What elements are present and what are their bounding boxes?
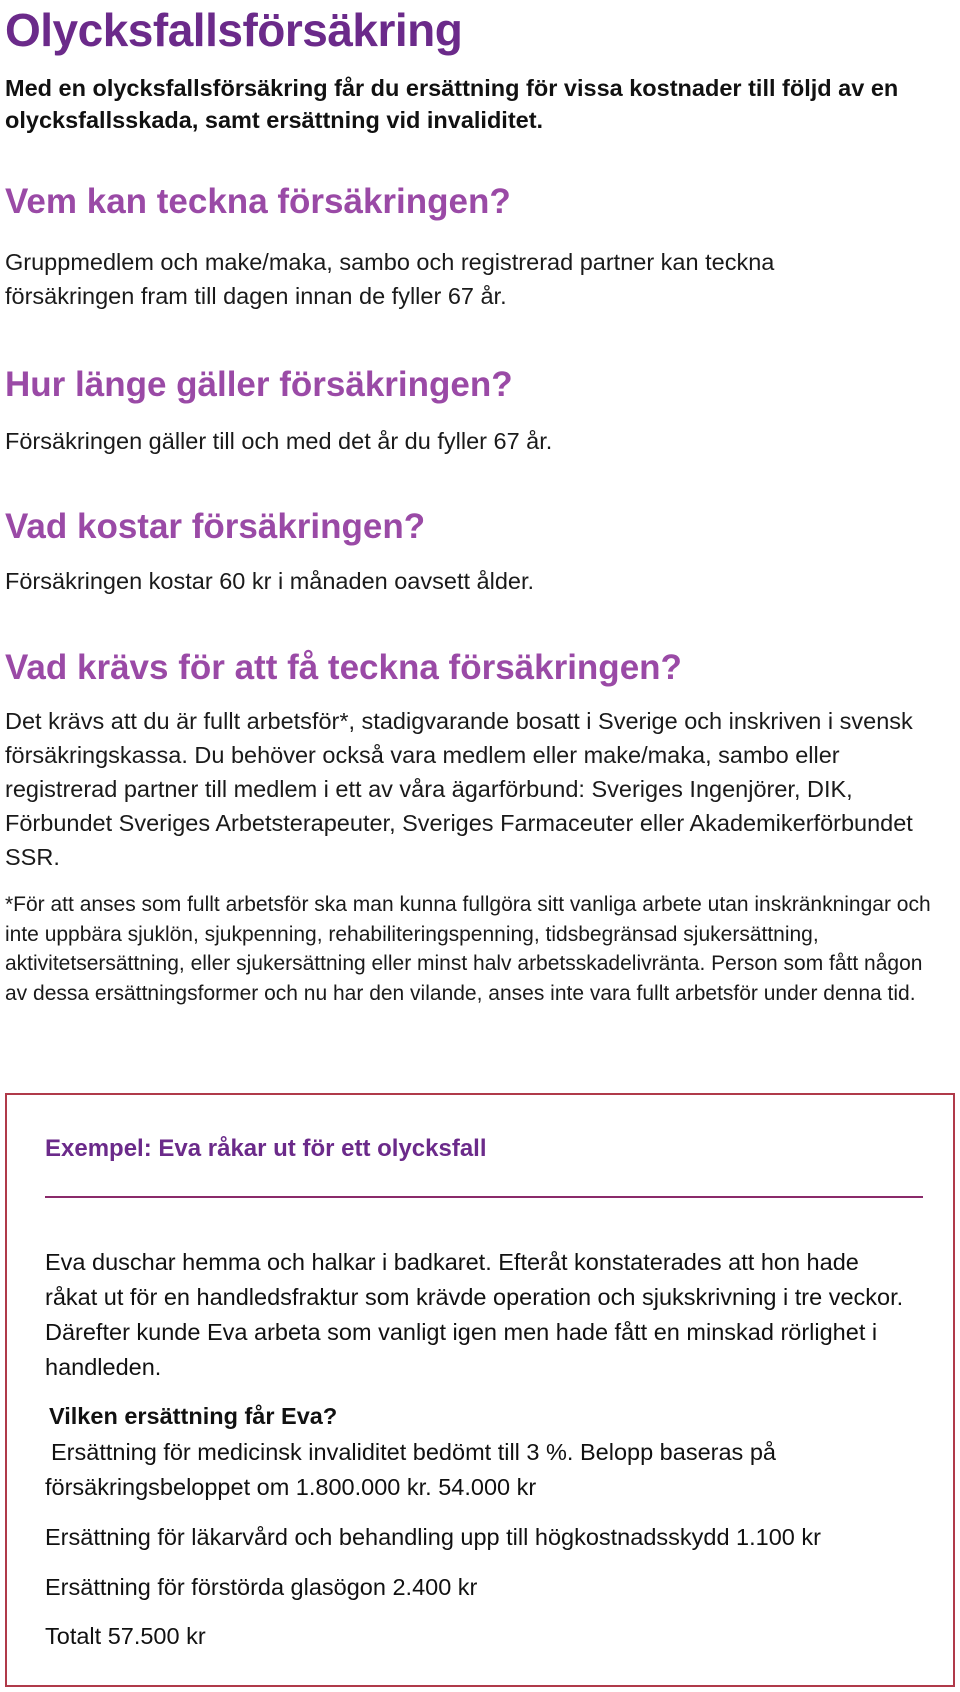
compensation-medical-care: Ersättning för läkarvård och behandling upp till högkostnadsskydd 1.100 kr bbox=[45, 1524, 821, 1550]
example-box bbox=[5, 1093, 955, 1687]
compensation-invalidity-line-1: Ersättning för medicinsk invaliditet bedömt till 3 %. Belopp baseras på bbox=[51, 1439, 776, 1465]
section-heading-who: Vem kan teckna försäkringen? bbox=[5, 182, 511, 221]
section-text-requirements: Det krävs att du är fullt arbetsför*, stadigvarande bosatt i Sverige och inskriven i svensk försäkringskassa. Du behöver också vara medlem eller make/maka, sambo eller registrerad partner till medlem i ett av våra ägarförbund: Sveriges Ingenjörer, DIK, Förbundet Sveriges Arbetsterapeuter, Sveriges Farmaceuter eller Akademikerförbundet SSR. bbox=[5, 708, 913, 870]
intro-text: Med en olycksfallsförsäkring får du ersättning för vissa kostnader till följd av en olycksfallsskada, samt ersättning vid invaliditet. bbox=[5, 75, 899, 133]
compensation-invalidity-line-2: försäkringsbeloppet om 1.800.000 kr. 54.000 kr bbox=[45, 1474, 537, 1500]
compensation-total: Totalt 57.500 kr bbox=[45, 1623, 206, 1649]
section-text-who: Gruppmedlem och make/maka, sambo och registrerad partner kan teckna försäkringen fram till dagen innan de fyller 67 år. bbox=[5, 249, 775, 309]
example-title: Exempel: Eva råkar ut för ett olycksfall bbox=[45, 1135, 487, 1162]
section-text-cost: Försäkringen kostar 60 kr i månaden oavsett ålder. bbox=[5, 568, 535, 594]
footnote-text: *För att anses som fullt arbetsför ska man kunna fullgöra sitt vanliga arbete utan inskränkningar och inte uppbära sjuklön, sjukpenning, rehabiliteringspenning, tidsbegränsad sjukersättning, aktivitetsersättning, eller sjukersättning eller minst halv arbetsskadelivränta. Person som fått någon av dessa ersättningsformer och nu har den vilande, anses inte vara fullt arbetsför under denna tid. bbox=[5, 893, 931, 1005]
section-text-duration: Försäkringen gäller till och med det år du fyller 67 år. bbox=[5, 428, 553, 454]
example-divider bbox=[45, 1196, 923, 1198]
page-title: Olycksfallsförsäkring bbox=[5, 4, 463, 56]
compensation-glasses: Ersättning för förstörda glasögon 2.400 kr bbox=[45, 1574, 478, 1600]
section-heading-requirements: Vad krävs för att få teckna försäkringen? bbox=[5, 648, 682, 687]
example-question: Vilken ersättning får Eva? bbox=[49, 1403, 338, 1429]
section-heading-duration: Hur länge gäller försäkringen? bbox=[5, 365, 513, 404]
example-story: Eva duschar hemma och halkar i badkaret. Efteråt konstaterades att hon hade råkat ut för en handledsfraktur som krävde operation och sjukskrivning i tre veckor. Därefter kunde Eva arbeta som vanligt igen men hade fått en minskad rörlighet i handleden. bbox=[45, 1249, 904, 1380]
section-heading-cost: Vad kostar försäkringen? bbox=[5, 507, 426, 546]
